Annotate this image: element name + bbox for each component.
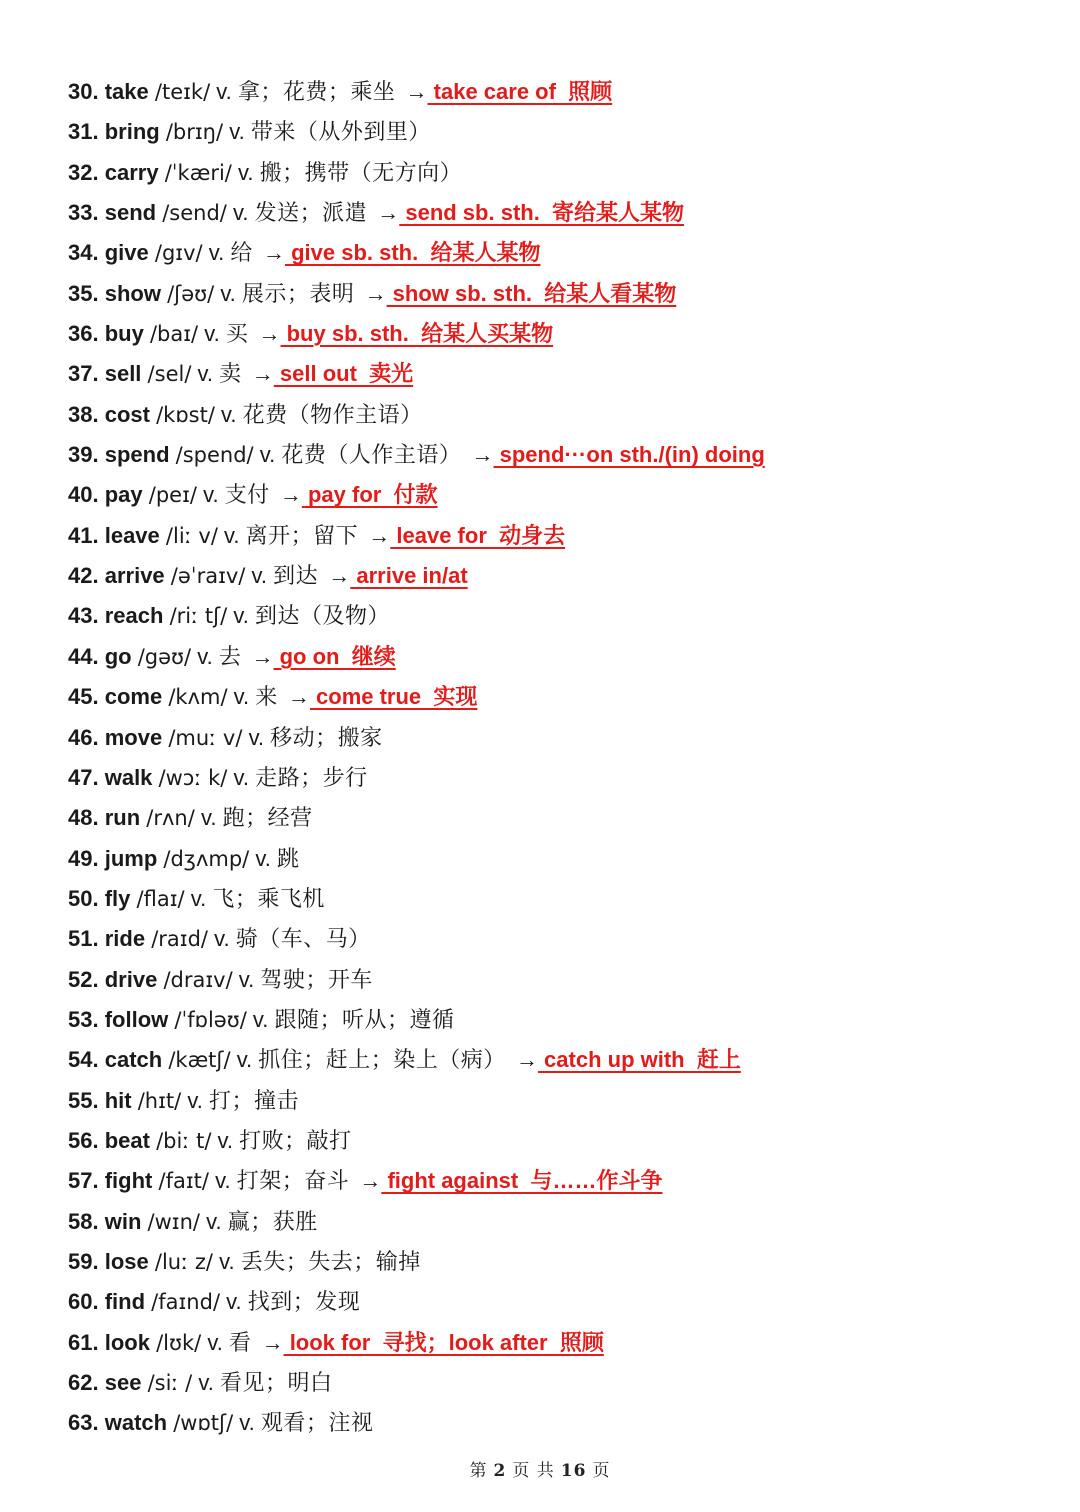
entry-number: 48.: [68, 805, 99, 831]
entry-number: 34.: [68, 240, 99, 266]
vocab-entry: [68, 1403, 1058, 1443]
vocab-entry: [68, 475, 1058, 515]
entry-meaning: 骑（车、马）: [235, 926, 371, 952]
entry-number: 60.: [68, 1289, 99, 1315]
arrow-icon: →: [279, 482, 302, 508]
entry-phonetic: /hɪt/: [137, 1088, 182, 1113]
page-footer: [0, 1456, 1080, 1481]
entry-meaning: 搬；携带（无方向）: [259, 159, 463, 185]
entry-phrase: show sb. sth. 给某人看某物: [386, 280, 677, 306]
entry-part-of-speech: v.: [204, 321, 220, 347]
arrow-icon: →: [405, 79, 428, 104]
entry-word: show: [104, 280, 161, 306]
arrow-icon: →: [251, 361, 274, 387]
entry-meaning: 看: [228, 1329, 252, 1355]
vocab-entry: [68, 233, 1058, 273]
vocab-entry: [68, 637, 1058, 677]
entry-number: 32.: [68, 159, 99, 185]
entry-phonetic: /faɪnd/: [151, 1290, 221, 1315]
entry-part-of-speech: v.: [216, 79, 232, 104]
entry-part-of-speech: v.: [248, 724, 265, 750]
entry-part-of-speech: v.: [229, 119, 245, 145]
entry-phonetic: /ˈkæri/: [164, 160, 232, 185]
vocab-entry: [68, 1242, 1058, 1282]
vocab-entry: [68, 718, 1058, 758]
entry-part-of-speech: v.: [236, 1047, 253, 1073]
entry-meaning: 走路；步行: [255, 764, 368, 790]
entry-word: see: [104, 1370, 142, 1395]
entry-word: beat: [104, 1127, 150, 1153]
arrow-icon: →: [328, 563, 351, 589]
entry-phonetic: /rʌn/: [146, 806, 195, 831]
entry-phonetic: /kʌm/: [168, 685, 228, 710]
entry-meaning: 发送；派遣: [254, 200, 368, 226]
entry-phrase: arrive in/at: [350, 563, 468, 589]
entry-meaning: 离开；留下: [245, 522, 359, 548]
entry-meaning: 花费（物作主语）: [242, 401, 423, 427]
entry-meaning: 买: [225, 321, 249, 347]
entry-phrase: send sb. sth. 寄给某人某物: [399, 200, 685, 226]
entry-part-of-speech: v.: [255, 845, 271, 871]
entry-number: 49.: [68, 845, 99, 871]
arrow-icon: →: [364, 280, 387, 306]
arrow-icon: →: [359, 1168, 382, 1194]
vocab-entry: [68, 193, 1058, 233]
entry-word: reach: [104, 603, 164, 629]
entry-word: win: [104, 1208, 142, 1234]
entry-number: 55.: [68, 1087, 99, 1113]
entry-part-of-speech: v.: [239, 1410, 255, 1436]
entry-part-of-speech: v.: [219, 1248, 235, 1274]
entry-word: go: [104, 643, 132, 669]
entry-number: 31.: [68, 119, 99, 145]
entry-meaning: 给: [230, 240, 253, 266]
entry-word: come: [104, 684, 163, 710]
entry-number: 63.: [68, 1410, 99, 1436]
entry-meaning: 跑；经营: [222, 805, 313, 831]
entry-part-of-speech: v.: [203, 482, 219, 508]
current-page-number: 2: [493, 1461, 507, 1481]
entry-meaning: 带来（从外到里）: [250, 119, 431, 145]
vocab-entry: [68, 314, 1058, 354]
entry-word: arrive: [104, 563, 165, 589]
entry-part-of-speech: v.: [197, 643, 213, 669]
entry-phonetic: /biː t/: [156, 1128, 212, 1153]
arrow-icon: →: [262, 240, 285, 266]
vocab-entry: [68, 1161, 1058, 1201]
entry-phonetic: /send/: [162, 201, 227, 226]
vocab-entry: [68, 1000, 1058, 1040]
entry-phonetic: /muː v/: [168, 725, 243, 750]
arrow-icon: →: [261, 1329, 284, 1355]
entry-phrase: give sb. sth. 给某人某物: [284, 240, 541, 266]
entry-word: find: [104, 1289, 146, 1315]
entry-phonetic: /wɔː k/: [158, 765, 228, 790]
entry-meaning: 支付: [224, 482, 270, 508]
entry-phonetic: /lʊk/: [156, 1330, 202, 1355]
entry-meaning: 来: [255, 684, 278, 710]
entry-phrase: spend···on sth./(in) doing: [493, 442, 765, 468]
entry-part-of-speech: v.: [233, 764, 249, 790]
entry-part-of-speech: v.: [197, 361, 214, 387]
vocab-entry: [68, 112, 1058, 152]
entry-phrase: buy sb. sth. 给某人买某物: [280, 321, 554, 347]
entry-word: walk: [104, 764, 153, 790]
entry-phonetic: /kætʃ/: [168, 1048, 231, 1073]
entry-part-of-speech: v.: [259, 442, 276, 468]
vocab-entry: [68, 1363, 1058, 1403]
vocab-entry: [68, 72, 1058, 112]
entry-meaning: 打；撞击: [208, 1087, 299, 1113]
entry-phonetic: /faɪt/: [158, 1169, 209, 1194]
entry-number: 58.: [68, 1208, 99, 1234]
entry-number: 47.: [68, 764, 99, 790]
entry-number: 38.: [68, 401, 99, 427]
entry-word: catch: [104, 1047, 163, 1073]
vocab-entry: [68, 556, 1058, 596]
entry-phonetic: /riː tʃ/: [169, 604, 228, 629]
entry-meaning: 移动；搬家: [270, 724, 383, 750]
entry-word: take: [104, 79, 149, 104]
entry-meaning: 到达: [273, 563, 319, 589]
entry-word: send: [104, 200, 157, 226]
vocab-entry: [68, 435, 1058, 475]
vocab-entry: [68, 960, 1058, 1000]
entry-phonetic: /siː /: [147, 1371, 193, 1395]
entry-phrase: go on 继续: [273, 643, 396, 669]
entry-phonetic: /liː v/: [165, 523, 218, 548]
entry-word: watch: [104, 1410, 168, 1436]
vocab-entry: [68, 919, 1058, 959]
entry-word: buy: [104, 321, 144, 347]
entry-phrase: fight against 与……作斗争: [381, 1168, 663, 1194]
entry-part-of-speech: v.: [238, 159, 254, 185]
vocab-entry: [68, 1282, 1058, 1322]
entry-phonetic: /dʒʌmp/: [163, 846, 250, 871]
vocab-entry: [68, 1081, 1058, 1121]
entry-part-of-speech: v.: [220, 280, 236, 306]
entry-part-of-speech: v.: [214, 926, 230, 952]
entry-part-of-speech: v.: [252, 1006, 269, 1032]
entry-meaning: 跟随；听从；遵循: [274, 1006, 455, 1032]
vocab-entry: [68, 798, 1058, 838]
entry-phonetic: /gəʊ/: [137, 644, 192, 669]
arrow-icon: →: [368, 522, 391, 548]
arrow-icon: →: [377, 200, 400, 226]
entry-phonetic: /wɪn/: [147, 1209, 200, 1234]
entry-number: 45.: [68, 684, 99, 710]
entry-word: move: [104, 724, 163, 750]
entry-word: give: [104, 240, 149, 266]
entry-meaning: 展示；表明: [241, 280, 355, 306]
entry-part-of-speech: v.: [238, 966, 255, 992]
entry-word: drive: [104, 966, 158, 992]
entry-number: 30.: [68, 79, 99, 104]
entry-phonetic: /teɪk/: [154, 80, 211, 104]
entry-phonetic: /flaɪ/: [136, 886, 185, 911]
entry-word: carry: [104, 159, 159, 185]
vocab-entry: [68, 395, 1058, 435]
entry-phonetic: /luː z/: [154, 1249, 213, 1274]
entry-number: 56.: [68, 1127, 99, 1153]
vocab-entry: [68, 1323, 1058, 1363]
entry-meaning: 观看；注视: [260, 1410, 374, 1436]
vocab-entry: [68, 879, 1058, 919]
vocab-entry: [68, 596, 1058, 636]
entry-part-of-speech: v.: [187, 1087, 203, 1113]
entry-phrase: catch up with 赶上: [537, 1047, 741, 1073]
entry-meaning: 打架；奋斗: [236, 1168, 350, 1194]
entry-phrase: come true 实现: [309, 684, 478, 710]
entry-part-of-speech: v.: [207, 1329, 223, 1355]
entry-number: 53.: [68, 1006, 99, 1032]
entry-word: sell: [104, 361, 142, 387]
arrow-icon: →: [471, 442, 494, 468]
entry-number: 43.: [68, 603, 99, 629]
vocab-entry: [68, 1040, 1058, 1080]
entry-phonetic: /wɒtʃ/: [173, 1411, 234, 1436]
entry-number: 59.: [68, 1248, 99, 1274]
entry-number: 44.: [68, 643, 99, 669]
footer-prefix: 第: [469, 1461, 488, 1481]
entry-phrase: take care of 照顾: [427, 79, 613, 104]
arrow-icon: →: [258, 321, 281, 347]
entry-word: cost: [104, 401, 150, 427]
entry-word: fly: [104, 885, 131, 911]
entry-meaning: 飞；乘飞机: [212, 885, 325, 911]
vocab-entry: [68, 354, 1058, 394]
entry-word: bring: [104, 119, 160, 145]
entry-number: 51.: [68, 926, 99, 952]
footer-suffix: 页: [592, 1461, 611, 1481]
entry-word: hit: [104, 1087, 132, 1113]
footer-middle: 页 共: [512, 1461, 555, 1481]
entry-part-of-speech: v.: [198, 1370, 214, 1395]
entry-number: 36.: [68, 321, 99, 347]
vocab-entry: [68, 274, 1058, 314]
entry-meaning: 抓住；赶上；染上（病）: [258, 1047, 506, 1073]
entry-part-of-speech: v.: [206, 1208, 222, 1234]
entry-meaning: 丢失；失去；输掉: [240, 1248, 421, 1274]
entry-meaning: 到达（及物）: [254, 603, 390, 629]
entry-meaning: 驾驶；开车: [260, 966, 373, 992]
vocab-entry: [68, 839, 1058, 879]
vocab-entry: [68, 758, 1058, 798]
entry-meaning: 花费（人作主语）: [281, 442, 462, 468]
arrow-icon: →: [515, 1047, 538, 1073]
entry-phonetic: /ʃəʊ/: [167, 281, 215, 306]
entry-meaning: 卖: [219, 361, 242, 387]
entry-part-of-speech: v.: [200, 805, 217, 831]
entry-part-of-speech: v.: [224, 522, 240, 548]
vocab-entry: [68, 677, 1058, 717]
entry-word: follow: [104, 1006, 169, 1032]
vocabulary-list: [68, 72, 1058, 1444]
entry-part-of-speech: v.: [226, 1289, 242, 1315]
entry-number: 50.: [68, 885, 99, 911]
entry-part-of-speech: v.: [251, 563, 267, 589]
entry-meaning: 找到；发现: [247, 1289, 361, 1315]
entry-phonetic: /raɪd/: [151, 927, 208, 952]
arrow-icon: →: [251, 643, 274, 669]
vocab-entry: [68, 516, 1058, 556]
entry-word: ride: [104, 926, 146, 952]
entry-phonetic: /spend/: [175, 443, 254, 468]
entry-word: leave: [104, 522, 160, 548]
entry-meaning: 打败；敲打: [239, 1127, 352, 1153]
arrow-icon: →: [287, 684, 310, 710]
entry-number: 39.: [68, 442, 99, 468]
entry-number: 33.: [68, 200, 99, 226]
entry-phrase: sell out 卖光: [273, 361, 414, 387]
entry-phonetic: /ˈfɒləʊ/: [174, 1007, 247, 1032]
entry-word: fight: [104, 1168, 153, 1194]
entry-word: look: [104, 1329, 150, 1355]
entry-meaning: 去: [218, 643, 242, 669]
entry-phrase: leave for 动身去: [390, 522, 566, 548]
entry-number: 41.: [68, 522, 99, 548]
entry-number: 37.: [68, 361, 99, 387]
entry-number: 52.: [68, 966, 99, 992]
entry-word: run: [104, 805, 141, 831]
entry-number: 62.: [68, 1370, 99, 1395]
entry-part-of-speech: v.: [233, 603, 249, 629]
entry-part-of-speech: v.: [217, 1127, 234, 1153]
entry-phonetic: /kɒst/: [156, 402, 215, 427]
entry-meaning: 拿；花费；乘坐: [237, 79, 396, 104]
entry-phrase: look for 寻找；look after 照顾: [283, 1329, 604, 1355]
total-pages-number: 16: [560, 1461, 587, 1481]
entry-word: jump: [104, 845, 158, 871]
entry-phonetic: /peɪ/: [148, 483, 197, 508]
entry-phonetic: /draɪv/: [163, 967, 233, 992]
entry-word: pay: [104, 482, 143, 508]
entry-meaning: 赢；获胜: [227, 1208, 318, 1234]
entry-number: 54.: [68, 1047, 99, 1073]
entry-number: 40.: [68, 482, 99, 508]
entry-phonetic: /əˈraɪv/: [170, 564, 246, 589]
entry-meaning: 看见；明白: [219, 1370, 333, 1395]
entry-phrase: pay for 付款: [301, 482, 438, 508]
entry-phonetic: /gɪv/: [154, 241, 203, 266]
entry-phonetic: /baɪ/: [149, 322, 199, 347]
entry-part-of-speech: v.: [221, 401, 237, 427]
entry-part-of-speech: v.: [208, 240, 225, 266]
entry-number: 46.: [68, 724, 99, 750]
entry-part-of-speech: v.: [233, 684, 250, 710]
vocab-entry: [68, 153, 1058, 193]
entry-number: 35.: [68, 280, 99, 306]
vocab-entry: [68, 1121, 1058, 1161]
entry-meaning: 跳: [276, 845, 300, 871]
entry-part-of-speech: v.: [232, 200, 249, 226]
entry-word: spend: [104, 442, 170, 468]
entry-part-of-speech: v.: [215, 1168, 231, 1194]
vocab-entry: [68, 1202, 1058, 1242]
entry-number: 57.: [68, 1168, 99, 1194]
entry-phonetic: /sel/: [147, 362, 192, 387]
entry-word: lose: [104, 1248, 149, 1274]
entry-part-of-speech: v.: [190, 885, 207, 911]
entry-number: 42.: [68, 563, 99, 589]
entry-number: 61.: [68, 1329, 99, 1355]
entry-phonetic: /brɪŋ/: [165, 120, 224, 145]
